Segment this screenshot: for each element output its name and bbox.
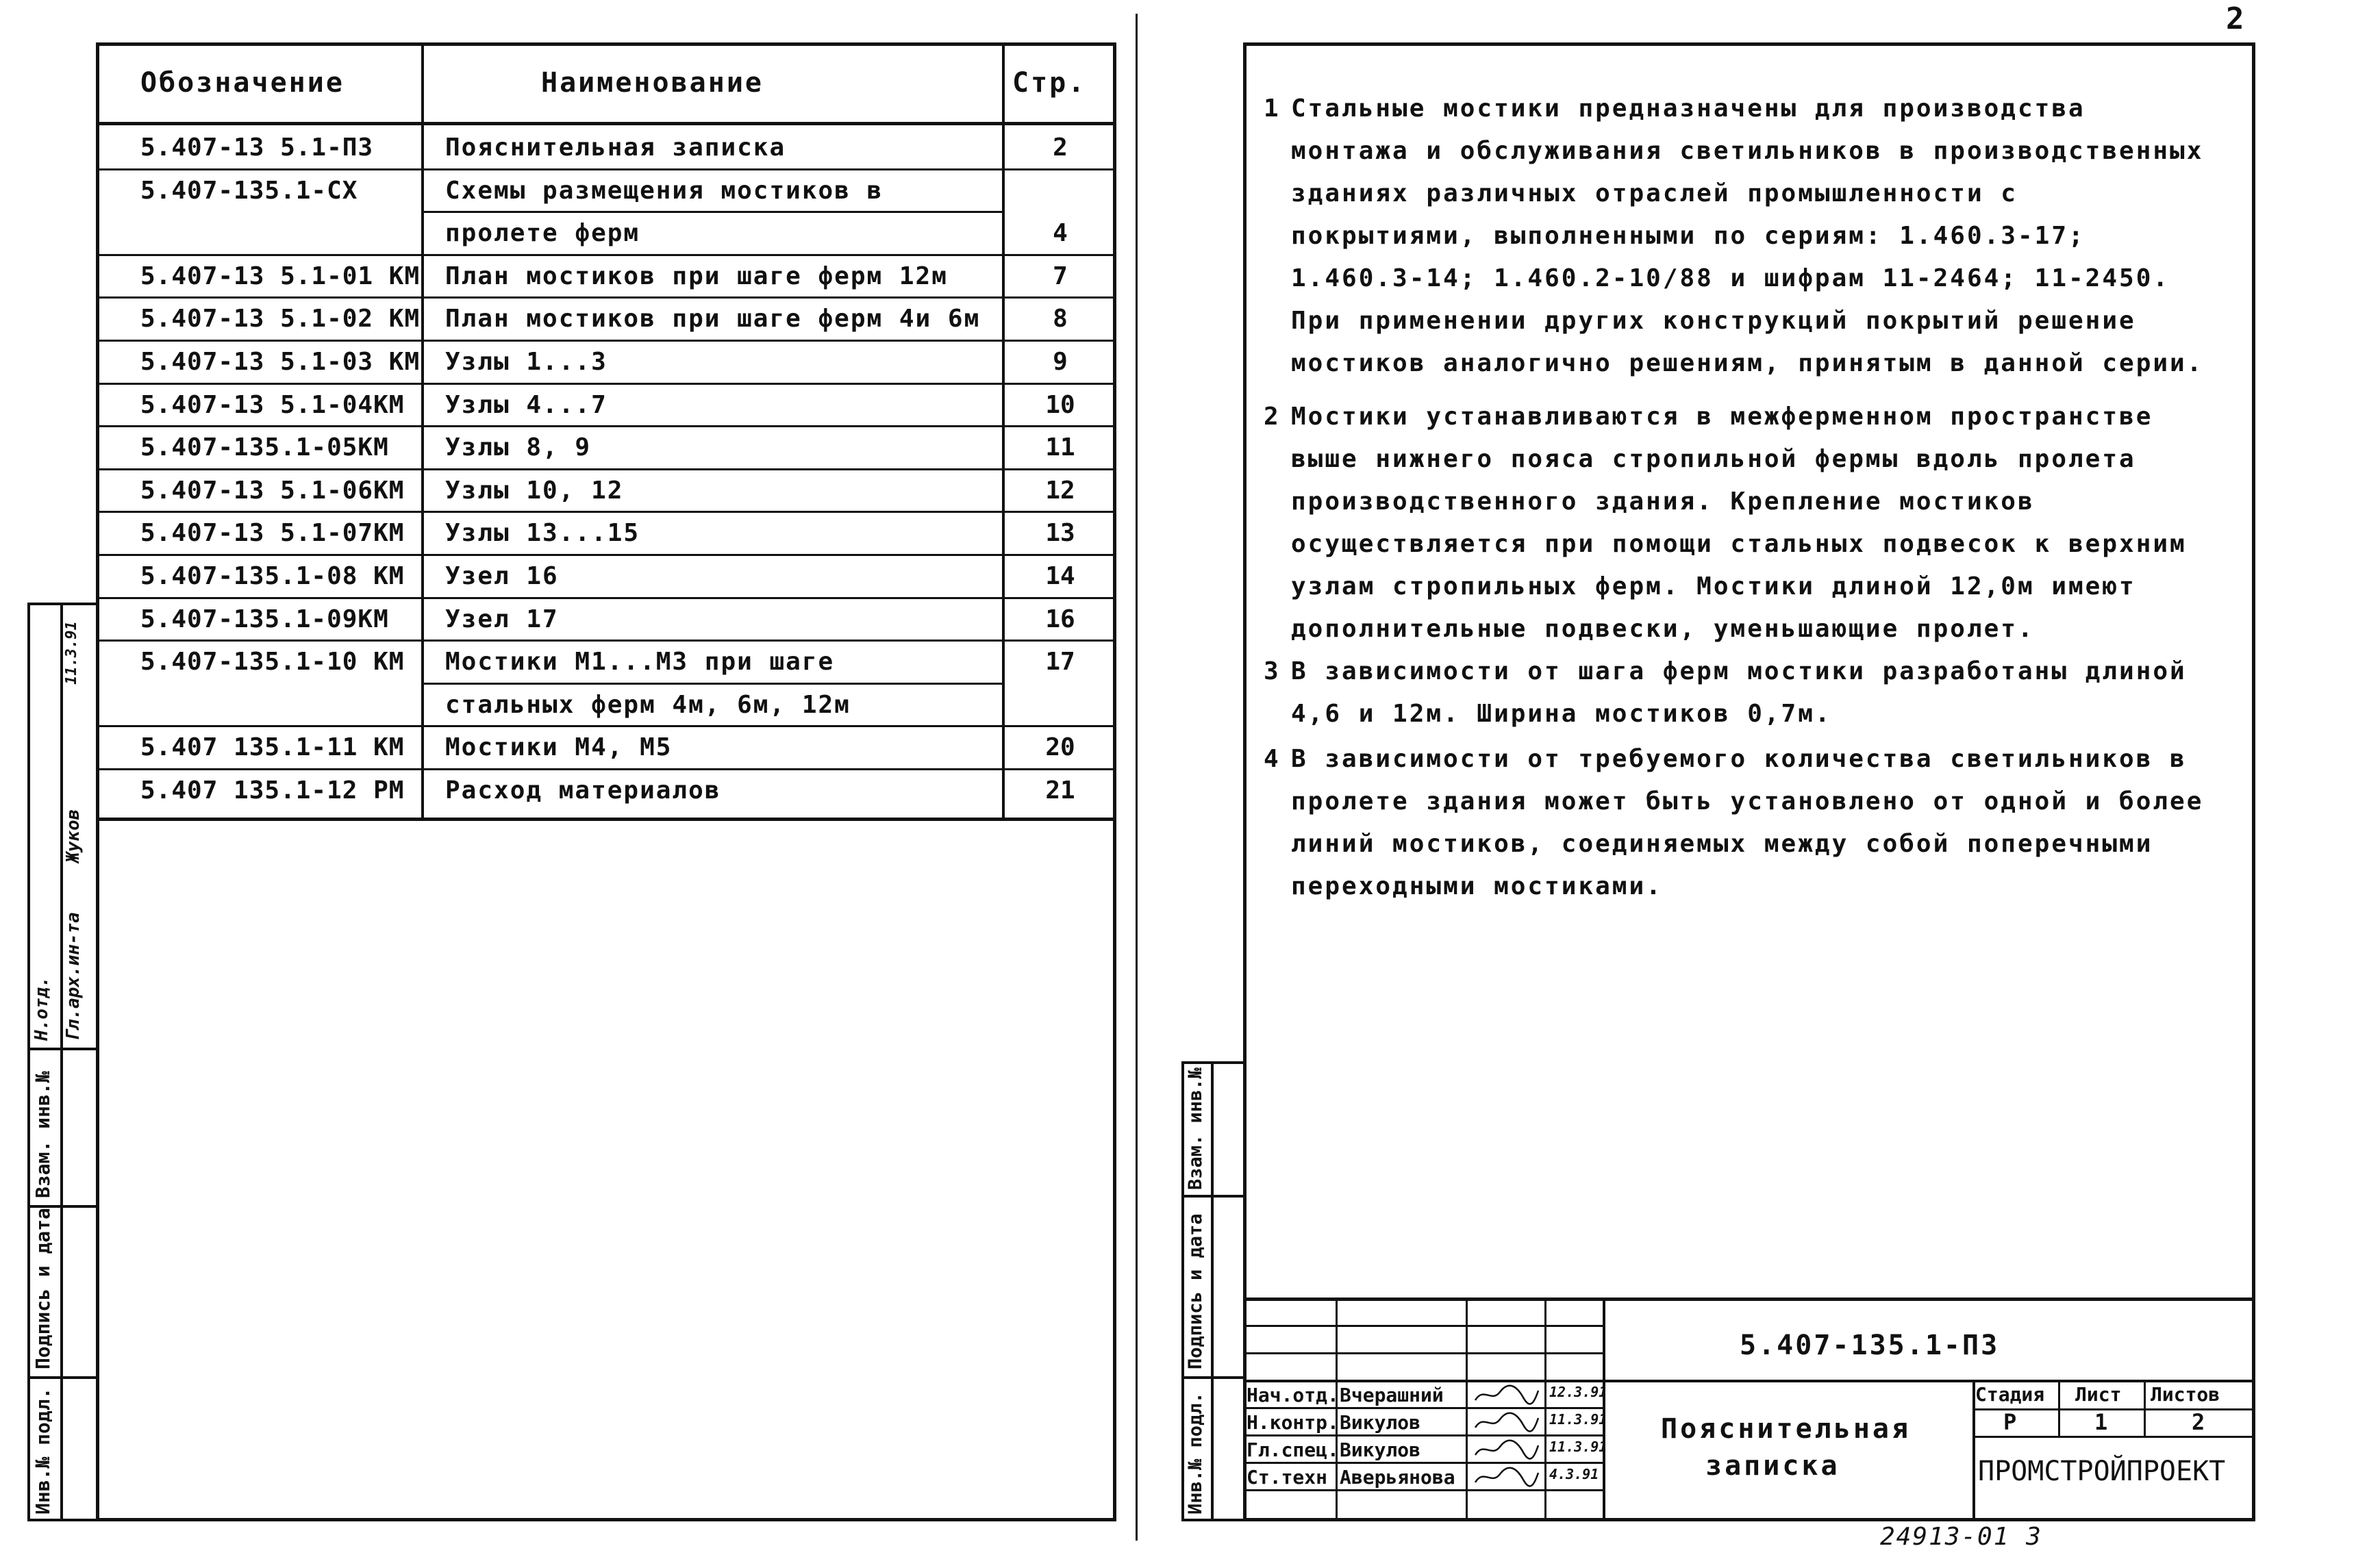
signature-scribble <box>1473 1410 1541 1437</box>
stage-col-2 <box>2144 1380 2146 1436</box>
row-name: Узлы 13...15 <box>445 519 640 547</box>
staff-grid-rule-4 <box>1243 1434 1603 1436</box>
row-name: Узлы 8, 9 <box>445 433 592 461</box>
stage-value-rule <box>1972 1436 2255 1438</box>
row-page: 11 <box>1045 433 1075 461</box>
staff-grid-rule-2 <box>1243 1352 1603 1354</box>
row-name: Мостики М1...М3 при шаге <box>445 648 835 676</box>
row-name: Узлы 1...3 <box>445 348 607 376</box>
sheets-value: 2 <box>2192 1409 2205 1435</box>
title-line-2: записка <box>1705 1450 1840 1482</box>
sheet-label: Лист <box>2075 1383 2122 1406</box>
document-code: 5.407-135.1-ПЗ <box>1740 1330 2000 1361</box>
row-page: 13 <box>1045 519 1075 547</box>
table-row-rule <box>96 597 1116 599</box>
row-page: 7 <box>1053 262 1068 290</box>
code-row-rule <box>1243 1380 2255 1382</box>
signature-scribble <box>1473 1465 1541 1492</box>
row-code: 5.407-13 5.1-ПЗ <box>140 134 374 162</box>
row-page: 14 <box>1045 562 1075 590</box>
staff-name: Аверьянова <box>1340 1466 1455 1489</box>
row-name: План мостиков при шаге ферм 12м <box>445 262 948 290</box>
row-page: 10 <box>1045 391 1075 419</box>
row-page: 9 <box>1053 348 1068 376</box>
left-stamp-approval-2: Гл.арх.ин-та <box>63 912 84 1041</box>
row-page: 2 <box>1053 134 1068 162</box>
sheet-value: 1 <box>2094 1409 2108 1435</box>
row-code: 5.407-13 5.1-01 КМ <box>140 262 421 290</box>
row-page: 20 <box>1045 733 1075 761</box>
note-text: Стальные мостики предназначены для производства монтажа и обслуживания светильников в производственных зданиях различных отраслей промышленности с покрытиями, выполненными по сериям: 1.460.3-17; 1.460.3-14; 1.460.2-10/88 и шифрам 11-2464; 11-2450. При применении других конструкций покрытий решение мостиков аналогично решениям, принятым в данной серии. <box>1291 94 2204 377</box>
right-stamp-inv-label: Инв.№ подл. <box>1185 1392 1206 1515</box>
row-code: 5.407-135.1-05КМ <box>140 433 389 461</box>
row-name: Узлы 10, 12 <box>445 477 624 505</box>
row-page: 8 <box>1053 305 1068 333</box>
row-code: 5.407-13 5.1-06КМ <box>140 477 405 505</box>
row-code: 5.407 135.1-11 КМ <box>140 733 405 761</box>
right-stamp-rule-2 <box>1181 1376 1246 1379</box>
table-row-rule <box>96 383 1116 385</box>
row-code: 5.407-13 5.1-07КМ <box>140 519 405 547</box>
left-stamp-rule-1 <box>27 1048 99 1050</box>
table-col-divider-1 <box>421 42 424 820</box>
staff-role: Н.контр. <box>1247 1411 1339 1434</box>
row-name: Расход материалов <box>445 776 721 805</box>
table-row-rule <box>96 296 1116 299</box>
table-row-rule <box>96 725 1116 727</box>
right-stamp-replace-label: Взам. инв.№ <box>1185 1067 1206 1190</box>
signature-scribble <box>1473 1437 1541 1465</box>
row-name: Пояснительная записка <box>445 134 786 162</box>
note-number: 1 <box>1264 94 1281 123</box>
table-row-rule <box>96 168 1116 170</box>
title-line-1: Пояснительная <box>1661 1413 1912 1445</box>
staff-grid-rule-3 <box>1243 1407 1603 1409</box>
note-number: 2 <box>1264 403 1281 431</box>
table-row-rule <box>421 211 1002 213</box>
row-name: Схемы размещения мостиков в <box>445 177 884 205</box>
row-name: План мостиков при шаге ферм 4и 6м <box>445 305 981 333</box>
table-header-rule <box>96 122 1116 125</box>
row-page: 4 <box>1053 219 1068 247</box>
staff-date: 11.3.91 <box>1549 1439 1607 1455</box>
left-stamp-inv-label: Инв.№ подл. <box>32 1387 54 1515</box>
stage-label: Стадия <box>1975 1383 2045 1406</box>
row-code: 5.407-13 5.1-04КМ <box>140 391 405 419</box>
table-row-rule <box>96 554 1116 556</box>
staff-role: Нач.отд. <box>1247 1384 1339 1406</box>
row-name: Узлы 4...7 <box>445 391 607 419</box>
row-name: стальных ферм 4м, 6м, 12м <box>445 691 851 719</box>
right-stamp-divider <box>1211 1061 1214 1521</box>
left-stamp-approval-3: Жуков <box>63 809 84 863</box>
left-stamp-rule-3 <box>27 1376 99 1379</box>
title-block-top-rule <box>1243 1298 2255 1301</box>
sheets-label: Листов <box>2151 1383 2220 1406</box>
staff-grid-rule-6 <box>1243 1489 1603 1491</box>
left-stamp-replace-label: Взам. инв.№ <box>32 1071 54 1198</box>
left-stamp-approval-1: Н.отд. <box>32 976 52 1041</box>
header-designation: Обозначение <box>140 67 345 99</box>
table-bottom-rule <box>96 818 1116 821</box>
staff-role: Ст.техн <box>1247 1466 1328 1489</box>
row-name: Узел 16 <box>445 562 559 590</box>
staff-grid-rule-5 <box>1243 1462 1603 1464</box>
row-page: 17 <box>1045 648 1075 676</box>
note-text: В зависимости от требуемого количества светильников в пролете здания может быть установлено от одной и более линий мостиков, соединяемых между собой поперечными переходными мостиками. <box>1291 745 2204 900</box>
staff-col-1 <box>1336 1298 1338 1521</box>
staff-role: Гл.спец. <box>1247 1439 1339 1461</box>
signature-scribble <box>1473 1382 1541 1410</box>
header-name: Наименование <box>541 67 764 99</box>
right-stamp-rule-1 <box>1181 1195 1246 1198</box>
organization-name: ПРОМСТРОЙПРОЕКТ <box>1978 1456 2226 1487</box>
row-code: 5.407-13 5.1-03 КМ <box>140 348 421 376</box>
stage-value: Р <box>2003 1409 2017 1435</box>
table-row-rule <box>96 640 1116 642</box>
left-side-stamp <box>27 603 99 1521</box>
staff-col-2 <box>1466 1298 1468 1521</box>
row-code: 5.407-135.1-09КМ <box>140 605 389 633</box>
footer-code: 24913-01 3 <box>1880 1523 2042 1551</box>
staff-date: 11.3.91 <box>1549 1411 1607 1428</box>
left-stamp-signature-label: Подпись и дата <box>32 1207 54 1369</box>
table-col-divider-2 <box>1002 42 1005 820</box>
staff-col-3 <box>1544 1298 1546 1521</box>
table-row-rule <box>96 254 1116 256</box>
staff-date: 12.3.91 <box>1549 1384 1607 1400</box>
note-number: 4 <box>1264 745 1281 773</box>
sheet-separator <box>1136 14 1138 1541</box>
table-row-rule <box>96 511 1116 513</box>
table-row-rule <box>96 340 1116 342</box>
table-row-rule <box>96 468 1116 470</box>
row-page: 16 <box>1045 605 1075 633</box>
table-row-rule <box>421 683 1002 685</box>
left-stamp-date: 11.3.91 <box>63 621 80 685</box>
staff-col-4 <box>1603 1298 1605 1521</box>
staff-name: Викулов <box>1340 1439 1421 1461</box>
row-code: 5.407-135.1-10 КМ <box>140 648 405 676</box>
header-page: Стр. <box>1012 67 1087 99</box>
note-text: В зависимости от шага ферм мостики разработаны длиной 4,6 и 12м. Ширина мостиков 0,7м. <box>1291 657 2187 728</box>
row-code: 5.407-13 5.1-02 КМ <box>140 305 421 333</box>
row-code: 5.407 135.1-12 РМ <box>140 776 405 805</box>
staff-name: Викулов <box>1340 1411 1421 1434</box>
note-text: Мостики устанавливаются в межферменном пространстве выше нижнего пояса стропильной фермы вдоль пролета производственного здания. Крепление мостиков осуществляется при помощи стальных подвесок к верхним узлам стропильных ферм. Мостики длиной 12,0м имеют дополнительные подвески, уменьшающие пролет. <box>1291 403 2187 643</box>
stage-col-1 <box>2058 1380 2060 1436</box>
right-stamp-signature-label: Подпись и дата <box>1185 1213 1206 1369</box>
row-code: 5.407-135.1-СХ <box>140 177 358 205</box>
row-page: 12 <box>1045 477 1075 505</box>
row-name: Узел 17 <box>445 605 559 633</box>
staff-name: Вчерашний <box>1340 1384 1444 1406</box>
row-page: 21 <box>1045 776 1075 805</box>
table-row-rule <box>96 425 1116 427</box>
row-name: Мостики М4, М5 <box>445 733 673 761</box>
left-stamp-divider <box>60 603 63 1521</box>
note-number: 3 <box>1264 657 1281 685</box>
row-code: 5.407-135.1-08 КМ <box>140 562 405 590</box>
staff-date: 4.3.91 <box>1549 1466 1599 1482</box>
row-name: пролете ферм <box>445 219 640 247</box>
table-row-rule <box>96 768 1116 770</box>
staff-grid-rule-1 <box>1243 1325 1603 1327</box>
sheet-number: 2 <box>2226 1 2244 36</box>
